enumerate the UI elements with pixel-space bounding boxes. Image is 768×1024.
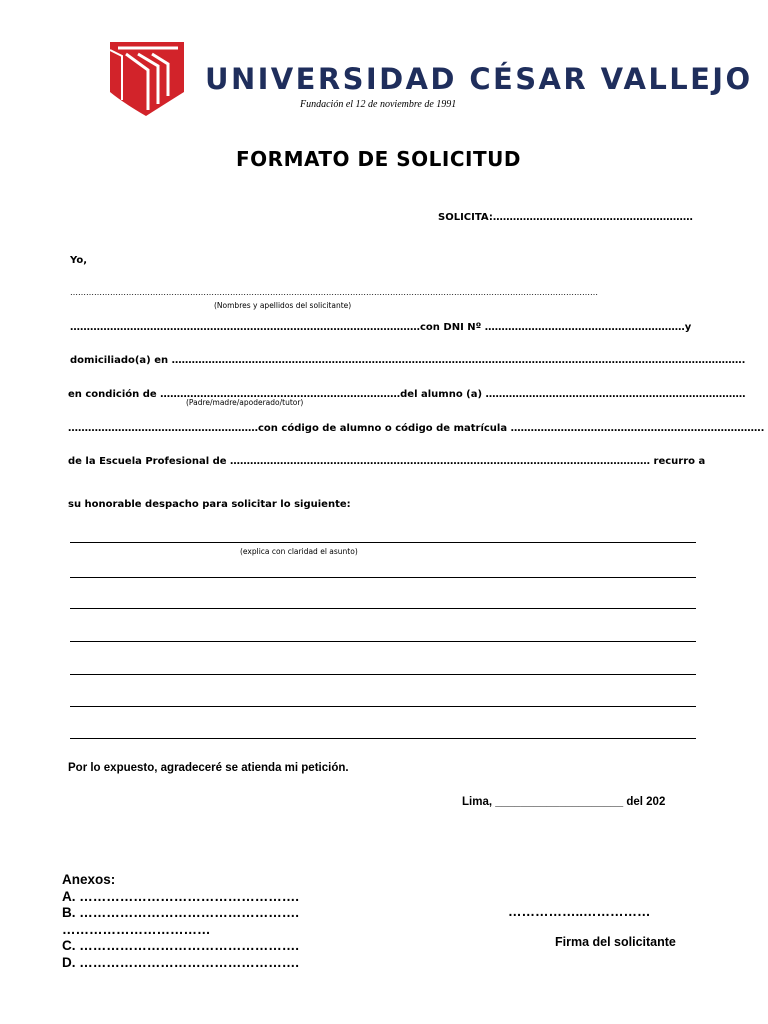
date-field[interactable]: Lima, ____________________ del 202 [462, 796, 666, 808]
escuela-line[interactable]: de la Escuela Profesional de ……………………………………………………………………………………………………………… recurro a [68, 456, 706, 467]
asunto-line[interactable] [70, 577, 696, 578]
university-name: UNIVERSIDAD CÉSAR VALLEJO [205, 62, 753, 96]
asunto-line[interactable] [70, 608, 696, 609]
university-logo [108, 40, 188, 118]
anexos-section [62, 872, 299, 971]
codigo-line[interactable]: …………………………………………………con código de alumno o código de matrícula …………………………………………………………………. [68, 423, 765, 434]
dni-line[interactable]: ……………………………………………………………………………………………con DNI Nº ……………………………………………………y [70, 322, 692, 333]
asunto-hint: (explica con claridad el asunto) [240, 547, 358, 556]
condicion-line[interactable]: en condición de ………………………………………………………………del alumno (a) …………………………………………………………………… [68, 389, 746, 400]
closing-text: Por lo expuesto, agradeceré se atienda mi petición. [68, 762, 349, 774]
signature-label: Firma del solicitante [555, 935, 676, 949]
anexos-title: Anexos: [62, 872, 116, 887]
despacho-text: su honorable despacho para solicitar lo siguiente: [68, 499, 351, 510]
asunto-line[interactable] [70, 641, 696, 642]
anexo-line-c[interactable]: C. …………………………………………. [62, 938, 300, 953]
solicita-field[interactable]: SOLICITA:…………………………………………………… [438, 212, 693, 223]
form-title: FORMATO DE SOLICITUD [236, 147, 521, 171]
anexo-line-b[interactable]: B. …………………………………………. [62, 905, 300, 920]
anexo-line-d[interactable]: D. …………………………………………. [62, 954, 300, 970]
signature-line[interactable]: ……………..…………… [508, 904, 651, 919]
name-hint: (Nombres y apellidos del solicitante) [214, 301, 352, 310]
condicion-hint: (Padre/madre/apoderado/tutor) [186, 398, 304, 407]
domicilio-line[interactable]: domiciliado(a) en ………………………………………………………………………………………………………………………………………………………. [70, 355, 746, 366]
anexo-line-a[interactable]: A. …………………………………………. [62, 888, 300, 904]
founding-date: Fundación el 12 de noviembre de 1991 [300, 99, 457, 110]
yo-label: Yo, [70, 255, 87, 266]
asunto-line[interactable] [70, 706, 696, 707]
asunto-line[interactable] [70, 674, 696, 675]
anexo-line-b-cont[interactable]: …………………………… [62, 921, 211, 937]
asunto-line[interactable] [70, 542, 696, 543]
asunto-line[interactable] [70, 738, 696, 739]
name-field[interactable]: ……………………………………………………………………………………………………………………………………………………………………………… [70, 288, 598, 297]
